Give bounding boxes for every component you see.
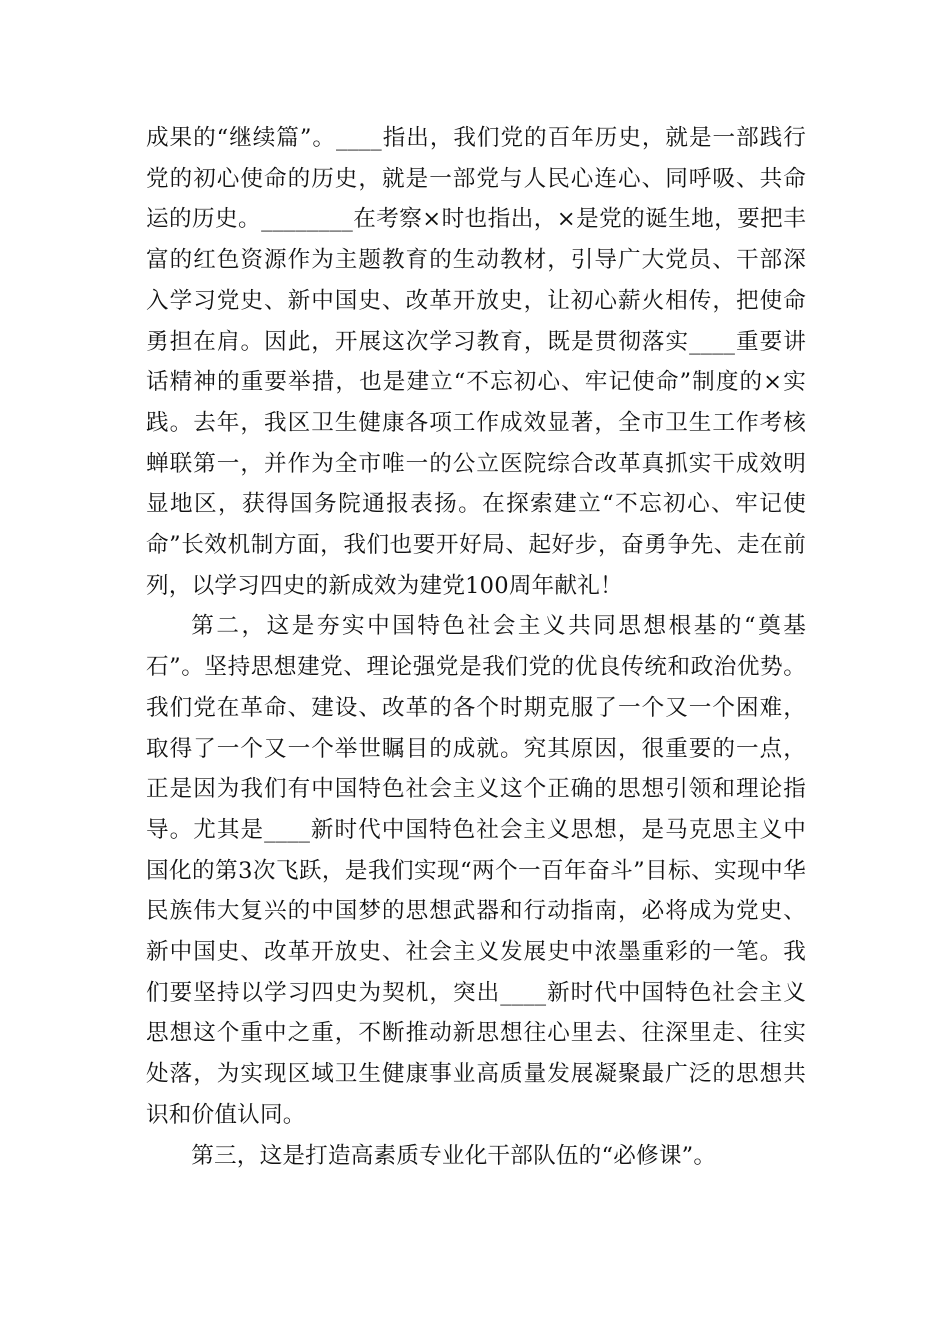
paragraph-2: 第二，这是夯实中国特色社会主义共同思想根基的“奠基石”。坚持思想建党、理论强党是我们党的优良传统和政治优势。我们党在革命、建设、改革的各个时期克服了一个又一个困难，取得了一个又一个举世瞩目的成就。究其原因，很重要的一点，正是因为我们有中国特色社会主义这个正确的思想引领和理论指导。尤其是____新时代中国特色社会主义思想，是马克思主义中国化的第3次飞跃，是我们实现“两个一百年奋斗”目标、实现中华民族伟大复兴的中国梦的思想武器和行动指南，必将成为党史、新中国史、改革开放史、社会主义发展史中浓墨重彩的一笔。我们要坚持以学习四史为契机，突出____新时代中国特色社会主义思想这个重中之重，不断推动新思想往心里去、往深里走、往实处落，为实现区域卫生健康事业高质量发展凝聚最广泛的思想共识和价值认同。 [146,613,806,1128]
document-body [146,118,806,1176]
paragraph-1: 成果的“继续篇”。____指出，我们党的百年历史，就是一部践行党的初心使命的历史，就是一部党与人民心连心、同呼吸、共命运的历史。________在考察×时也指出，×是党的诞生地，要把丰富的红色资源作为主题教育的生动教材，引导广大党员、干部深入学习党史、新中国史、改革开放史，让初心薪火相传，把使命勇担在肩。因此，开展这次学习教育，既是贯彻落实____重要讲话精神的重要举措，也是建立“不忘初心、牢记使命”制度的×实践。去年，我区卫生健康各项工作成效显著，全市卫生工作考核蝉联第一，并作为全市唯一的公立医院综合改革真抓实干成效明显地区，获得国务院通报表扬。在探索建立“不忘初心、牢记使命”长效机制方面，我们也要开好局、起好步，奋勇争先、走在前列，以学习四史的新成效为建党100周年献礼！ [146,125,806,599]
paragraph-3: 第三，这是打造高素质专业化干部队伍的“必修课”。 [191,1142,717,1169]
